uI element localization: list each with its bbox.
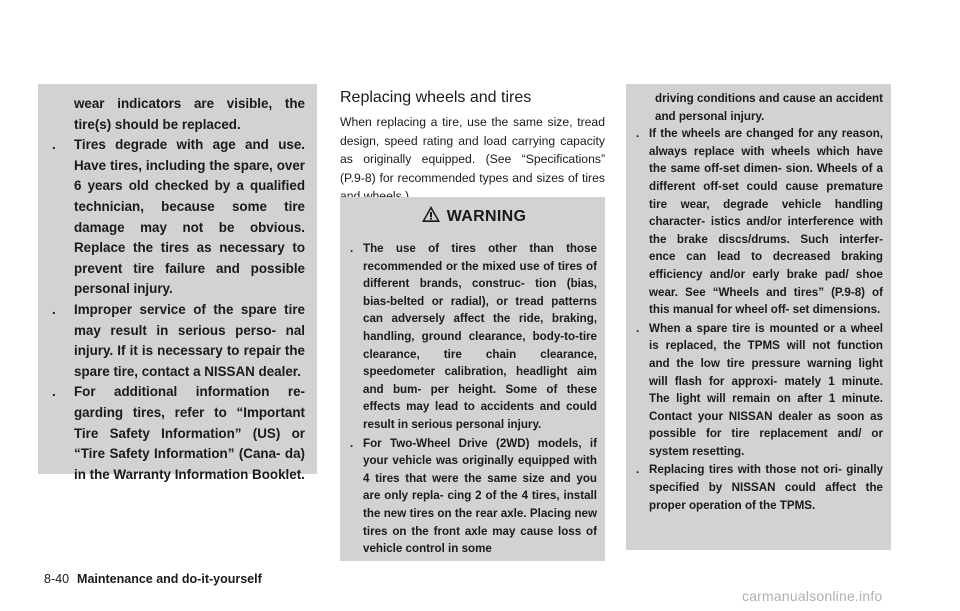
list-item-text: Replacing tires with those not ori- ginally specified by NISSAN could affect the proper operation of the TPMS.: [649, 463, 883, 512]
list-item-text: For additional information re- garding tires, refer to “Important Tire Safety Information” (US) or “Tire Safety Information” (Cana- da) in the Warranty Information Booklet.: [74, 384, 305, 482]
footer-section-name: Maintenance and do-it-yourself: [77, 572, 262, 586]
bullet: .: [636, 321, 640, 335]
bullet: .: [636, 463, 640, 477]
warning-triangle-icon: [421, 205, 441, 228]
bullet: .: [636, 127, 640, 141]
list-item-text: Tires degrade with age and use. Have tires, including the spare, over 6 years old checked by a qualified technician, because some tire damage may not be obvious. Replace the tires as necessary to prevent tire failure and possible personal injury.: [74, 137, 305, 297]
continuation-text: driving conditions and cause an accident and personal injury.: [655, 92, 883, 123]
section-body: When replacing a tire, use the same size, tread design, speed rating and load carrying capacity as originally equipped. (See “Specifications” (P.9-8) for recommended types and sizes of tires: [340, 115, 605, 185]
warning-box-continued: [626, 84, 891, 550]
continuation-text: wear indicators are visible, the tire(s) should be replaced.: [74, 96, 305, 132]
bullet: .: [350, 436, 354, 450]
bullet: .: [52, 301, 56, 317]
warning-box: [340, 197, 605, 561]
list-item-text: For Two-Wheel Drive (2WD) models, if your vehicle was originally equipped with 4 tires that were the same size and you are only repla- cing 2 of the 4 tires, install the new tires on the rear axle. Placing new tires on the front axle may cause loss of vehicle control in some: [363, 436, 597, 556]
list-item-text: If the wheels are changed for any reason, always replace with wheels which have the same off-set dimen- sion. Wheels of a different off-set could cause premature tire wear, degrade vehicle handling character- istics and/or interference with the brake discs/drums. Such interfer- ence can lead to decreased braking efficiency and/or early brake pad/ shoe wear. See “Wheels and tires” (P.9-8) of this manual for wheel off- set dimensions.: [649, 127, 883, 317]
page-number: 8-40: [44, 572, 70, 586]
bullet: .: [52, 137, 56, 153]
section-replacing-wheels: [340, 88, 605, 206]
watermark: carmanualsonline.info: [742, 588, 883, 604]
list-item: [52, 382, 305, 485]
list-item: [52, 300, 305, 382]
page-footer: [44, 572, 262, 586]
warning-title: WARNING: [446, 207, 527, 225]
list-item: [636, 320, 883, 461]
list-item: [636, 461, 883, 514]
section-title: Replacing wheels and tires: [340, 89, 532, 106]
list-item: [52, 135, 305, 300]
list-item-text: When a spare tire is mounted or a wheel is replaced, the TPMS will not function and the low tire pressure warning light will flash for approxi- mately 1 minute. The light will remain on after 1 minute. Contact your NISSAN dealer as soon as possible for tire replacement and/ or system resetting.: [649, 321, 883, 458]
caution-box-left: [38, 84, 317, 482]
list-item: [350, 240, 597, 434]
bullet: .: [350, 242, 354, 255]
bullet: .: [52, 384, 56, 400]
warning-header: [350, 205, 597, 228]
list-item: [350, 435, 597, 558]
list-item: [636, 125, 883, 319]
list-item-text: The use of tires other than those recommended or the mixed use of tires of different brands, construc- tion (bias, bias-belted or radial), or tread patterns can adversely affect the ride, braking, handling, ground clearance, body-to-tire clearance, tire chain clearance, speedometer calibration, headlight aim and bum- per height. Some of these effects may lead to accidents and could result in serious personal injury.: [363, 242, 597, 431]
list-item-text: Improper service of the spare tire may result in serious perso- nal injury. If it is necessary to repair the spare tire, contact a NISSAN dealer.: [74, 301, 305, 379]
